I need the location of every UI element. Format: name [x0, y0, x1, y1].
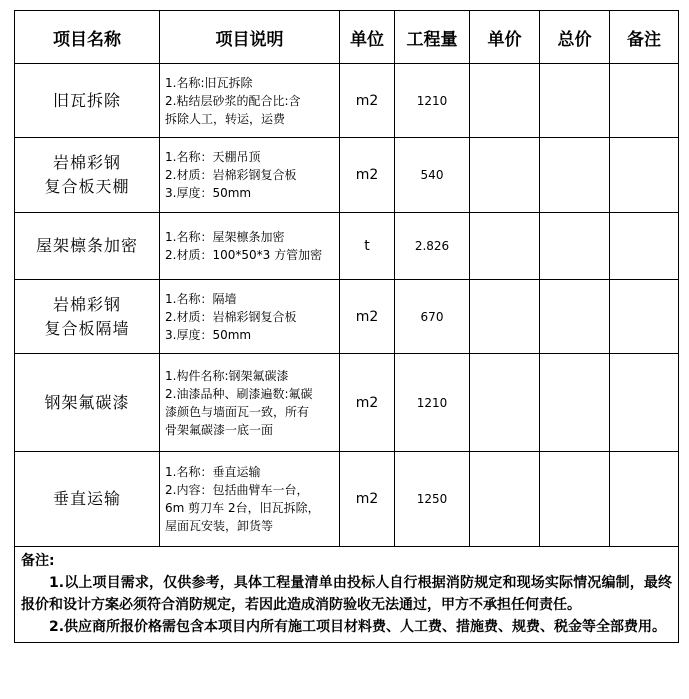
description-line: 漆颜色与墙面瓦一致，所有 — [165, 404, 310, 419]
quantity-cell: 1250 — [395, 452, 470, 547]
item-description-cell — [160, 452, 340, 547]
notes-cell — [15, 547, 679, 643]
remarks-cell[interactable] — [610, 64, 679, 138]
quantity-cell: 1210 — [395, 354, 470, 452]
item-description-cell — [160, 354, 340, 452]
item-name-line: 岩棉彩钢 — [52, 294, 121, 314]
description-line: 拆除人工，转运，运费 — [165, 111, 286, 126]
description-line: 2.材质：100*50*3 方管加密 — [165, 248, 323, 262]
table-row — [15, 64, 679, 138]
header-item-description: 项目说明 — [160, 11, 340, 64]
unit-cell: m2 — [340, 138, 395, 213]
description-line: 1.名称：垂直运输 — [165, 465, 261, 479]
description-line: 3.厚度：50mm — [165, 186, 252, 200]
total-price-cell[interactable] — [540, 280, 610, 354]
description-line: 2.材质：岩棉彩钢复合板 — [165, 168, 297, 182]
header-item-name: 项目名称 — [15, 11, 160, 64]
quantity-cell: 670 — [395, 280, 470, 354]
item-name-cell — [15, 213, 160, 280]
remarks-cell[interactable] — [610, 138, 679, 213]
description-line: 骨架氟碳漆一底一面 — [165, 422, 274, 437]
item-name-cell — [15, 280, 160, 354]
table-row — [15, 354, 679, 452]
item-name-line: 复合板隔墙 — [44, 318, 130, 338]
header-row — [15, 11, 679, 64]
unit-cell: m2 — [340, 64, 395, 138]
unit-cell: m2 — [340, 354, 395, 452]
item-name-cell — [15, 64, 160, 138]
table-row — [15, 138, 679, 213]
table-row — [15, 452, 679, 547]
description-line: 1.构件名称:钢架氟碳漆 — [165, 368, 289, 383]
unit-price-cell[interactable] — [470, 452, 540, 547]
notes-row — [15, 547, 679, 643]
header-total-price: 总价 — [540, 11, 610, 64]
item-description-cell — [160, 138, 340, 213]
header-quantity: 工程量 — [395, 11, 470, 64]
item-name-line: 旧瓦拆除 — [52, 90, 121, 110]
note-item: 1.以上项目需求，仅供参考，具体工程量清单由投标人自行根据消防规定和现场实际情况编制，最终报价和设计方案必须符合消防规定，若因此造成消防验收无法通过，甲方不承担任何责任。 — [21, 575, 672, 613]
unit-price-cell[interactable] — [470, 354, 540, 452]
description-line: 2.内容：包括曲臂车一台， — [165, 483, 309, 497]
item-description-cell — [160, 64, 340, 138]
remarks-cell[interactable] — [610, 213, 679, 280]
remarks-cell[interactable] — [610, 452, 679, 547]
unit-cell: m2 — [340, 452, 395, 547]
total-price-cell[interactable] — [540, 64, 610, 138]
quantity-table-sheet — [14, 10, 678, 643]
table-row — [15, 280, 679, 354]
remarks-cell[interactable] — [610, 354, 679, 452]
unit-cell: t — [340, 213, 395, 280]
unit-price-cell[interactable] — [470, 280, 540, 354]
description-line: 6m 剪刀车 2台，旧瓦拆除， — [165, 501, 320, 515]
description-line: 2.材质：岩棉彩钢复合板 — [165, 309, 297, 324]
description-line: 3.厚度：50mm — [165, 327, 252, 342]
item-name-line: 屋架檩条加密 — [35, 236, 138, 255]
description-line: 1.名称:旧瓦拆除 — [165, 75, 253, 90]
header-unit: 单位 — [340, 11, 395, 64]
unit-price-cell[interactable] — [470, 138, 540, 213]
description-line: 1.名称：天棚吊顶 — [165, 150, 261, 164]
description-line: 屋面瓦安装，卸货等 — [165, 519, 274, 533]
total-price-cell[interactable] — [540, 452, 610, 547]
item-description-cell — [160, 280, 340, 354]
notes-title: 备注: — [21, 553, 55, 569]
description-line: 2.粘结层砂浆的配合比:含 — [165, 93, 301, 108]
total-price-cell[interactable] — [540, 213, 610, 280]
remarks-cell[interactable] — [610, 280, 679, 354]
item-name-line: 钢架氟碳漆 — [44, 392, 130, 412]
unit-cell: m2 — [340, 280, 395, 354]
unit-price-cell[interactable] — [470, 213, 540, 280]
total-price-cell[interactable] — [540, 354, 610, 452]
quantity-cell: 1210 — [395, 64, 470, 138]
item-name-cell — [15, 138, 160, 213]
header-unit-price: 单价 — [470, 11, 540, 64]
item-name-line: 复合板天棚 — [44, 177, 130, 196]
unit-price-cell[interactable] — [470, 64, 540, 138]
description-line: 2.油漆品种、刷漆遍数:氟碳 — [165, 386, 313, 401]
note-item: 2.供应商所报价格需包含本项目内所有施工项目材料费、人工费、措施费、规费、税金等全部费用。 — [49, 619, 667, 635]
item-name-line: 垂直运输 — [52, 489, 121, 508]
item-description-cell — [160, 213, 340, 280]
item-name-cell — [15, 452, 160, 547]
item-name-cell — [15, 354, 160, 452]
description-line: 1.名称：隔墙 — [165, 291, 237, 306]
quantity-cell: 2.826 — [395, 213, 470, 280]
bill-of-quantities-table — [14, 10, 679, 643]
quantity-cell: 540 — [395, 138, 470, 213]
total-price-cell[interactable] — [540, 138, 610, 213]
item-name-line: 岩棉彩钢 — [52, 153, 121, 172]
header-remarks: 备注 — [610, 11, 679, 64]
description-line: 1.名称：屋架檩条加密 — [165, 230, 285, 244]
table-row — [15, 213, 679, 280]
